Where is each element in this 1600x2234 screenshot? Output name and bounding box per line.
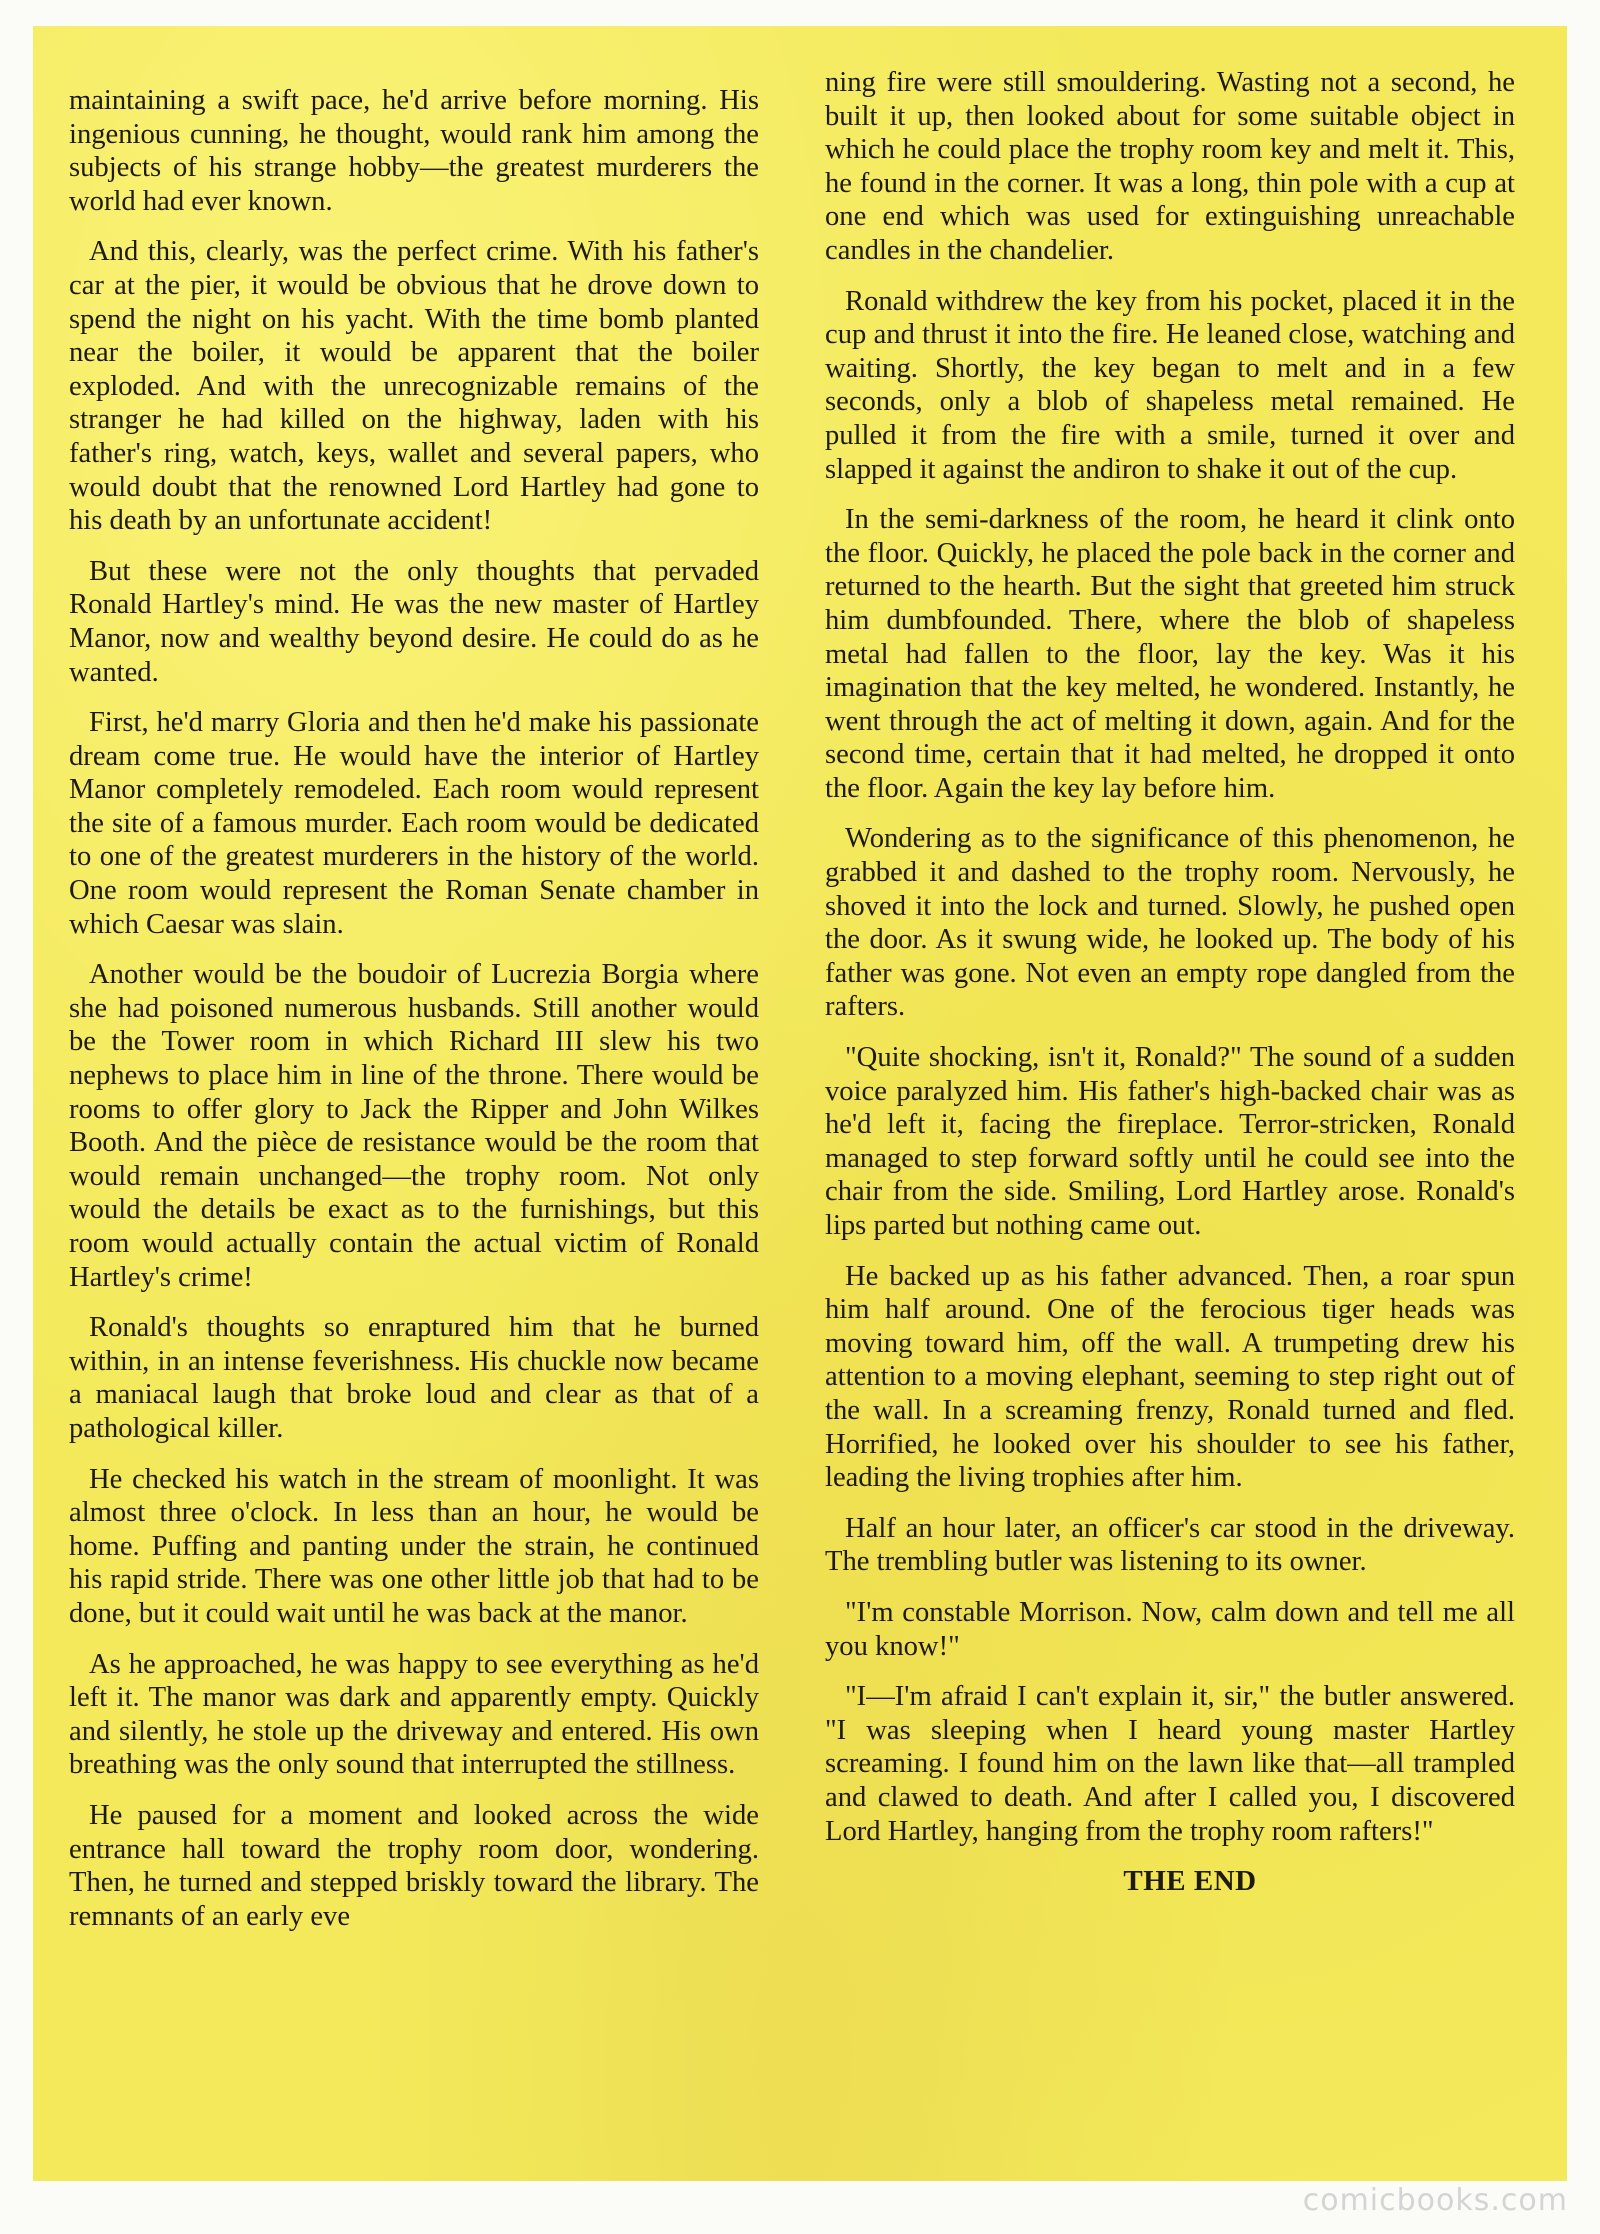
paragraph: Ronald's thoughts so enraptured him that he burned within, in an intense feverishness. His chuckle now became a maniacal laugh that broke loud and clear as that of a pathological killer. [69, 1312, 759, 1444]
paragraph: Wondering as to the significance of this phenomenon, he grabbed it and dashed to the trophy room. Nervously, he shoved it into the lock and turned. Slowly, he pushed open the door. As it swung wide, he looked up. The body of his father was gone. Not even an empty rope dangled from the rafters. [825, 823, 1515, 1023]
paragraph: ning fire were still smouldering. Wasting not a second, he built it up, then looked about for some suitable object in which he could place the trophy room key and melt it. This, he found in the corner. It was a long, thin pole with a cup at one end which was used for extinguishing unreachable candles in the chandelier. [825, 67, 1515, 266]
story-page [33, 26, 1567, 2181]
paragraph: "I'm constable Morrison. Now, calm down and tell me all you know!" [825, 1596, 1515, 1662]
paragraph: Ronald withdrew the key from his pocket, placed it in the cup and thrust it into the fire. He leaned close, watching and waiting. Shortly, the key began to melt and in a few seconds, only a blob of shapeless metal remained. He pulled it from the fire with a smile, turned it over and slapped it against the andiron to shake it out of the cup. [825, 285, 1515, 485]
right-column [825, 66, 1515, 1899]
the-end-label: THE END [1123, 1865, 1257, 1898]
paragraph: As he approached, he was happy to see everything as he'd left it. The manor was dark and apparently empty. Quickly and silently, he stole up the driveway and entered. His own breathing was the only sound that interrupted the stillness. [69, 1648, 759, 1781]
paragraph: But these were not the only thoughts that pervaded Ronald Hartley's mind. He was the new master of Hartley Manor, now and wealthy beyond desire. He could do as he wanted. [69, 555, 759, 688]
paragraph: "Quite shocking, isn't it, Ronald?" The sound of a sudden voice paralyzed him. His father's high-backed chair was as he'd left it, facing the fireplace. Terror-stricken, Ronald managed to step forward softly until he could see into the chair from the side. Smiling, Lord Hartley arose. Ronald's lips parted but nothing came out. [825, 1042, 1515, 1241]
paragraph: He checked his watch in the stream of moonlight. It was almost three o'clock. In less than an hour, he would be home. Puffing and panting under the strain, he continued his rapid stride. There was one other little job that had to be done, but it could wait until he was back at the manor. [69, 1463, 759, 1629]
paragraph: Half an hour later, an officer's car stood in the driveway. The trembling butler was listening to its owner. [825, 1512, 1515, 1578]
paragraph: He paused for a moment and looked across the wide entrance hall toward the trophy room door, wondering. Then, he turned and stepped briskly toward the library. The remnants of an early eve [69, 1799, 759, 1932]
paragraph: Another would be the boudoir of Lucrezia Borgia where she had poisoned numerous husbands. Still another would be the Tower room in which Richard III slew his two nephews to place him in line of the throne. There would be rooms to offer glory to Jack the Ripper and John Wilkes Booth. And the pièce de resistance would be the room that would remain unchanged—the trophy room. Not only would the details be exact as to the furnishings, but this room would actually contain the actual victim of Ronald Hartley's crime! [69, 959, 759, 1293]
paragraph: maintaining a swift pace, he'd arrive before morning. His ingenious cunning, he thought, would rank him among the subjects of his strange hobby—the greatest murderers the world had ever known. [69, 85, 759, 217]
paragraph: And this, clearly, was the perfect crime. With his father's car at the pier, it would be obvious that he drove down to spend the night on his yacht. With the time bomb planted near the boiler, it would be apparent that the boiler exploded. And with the unrecognizable remains of the stranger he had killed on the highway, laden with his father's ring, watch, keys, wallet and several papers, who would doubt that the renowned Lord Hartley had gone to his death by an unfortunate accident! [69, 236, 759, 537]
left-column [69, 84, 759, 1950]
paragraph: He backed up as his father advanced. Then, a roar spun him half around. One of the ferocious tiger heads was moving toward him, off the wall. A trumpeting drew his attention to a moving elephant, seeming to step right out of the wall. In a screaming frenzy, Ronald turned and fled. Horrified, he looked over his shoulder to see his father, leading the living trophies after him. [825, 1260, 1515, 1494]
paragraph: First, he'd marry Gloria and then he'd make his passionate dream come true. He would have the interior of Hartley Manor completely remodeled. Each room would represent the site of a famous murder. Each room would be dedicated to one of the greatest murderers in the history of the world. One room would represent the Roman Senate chamber in which Caesar was slain. [69, 707, 759, 940]
paragraph: "I—I'm afraid I can't explain it, sir," the butler answered. "I was sleeping when I heard young master Hartley screaming. I found him on the lawn like that—all trampled and clawed to death. And after I called you, I discovered Lord Hartley, hanging from the trophy room rafters!" [825, 1681, 1515, 1847]
paragraph: In the semi-darkness of the room, he heard it clink onto the floor. Quickly, he placed the pole back in the corner and returned to the hearth. But the sight that greeted him struck him dumbfounded. There, where the blob of shapeless metal had fallen to the floor, lay the key. Was it his imagination that the key melted, he wondered. Instantly, he went through the act of melting it down, again. And for the second time, certain that it had melted, he dropped it onto the floor. Again the key lay before him. [825, 504, 1515, 804]
watermark: comicbooks.com [1302, 2183, 1568, 2218]
